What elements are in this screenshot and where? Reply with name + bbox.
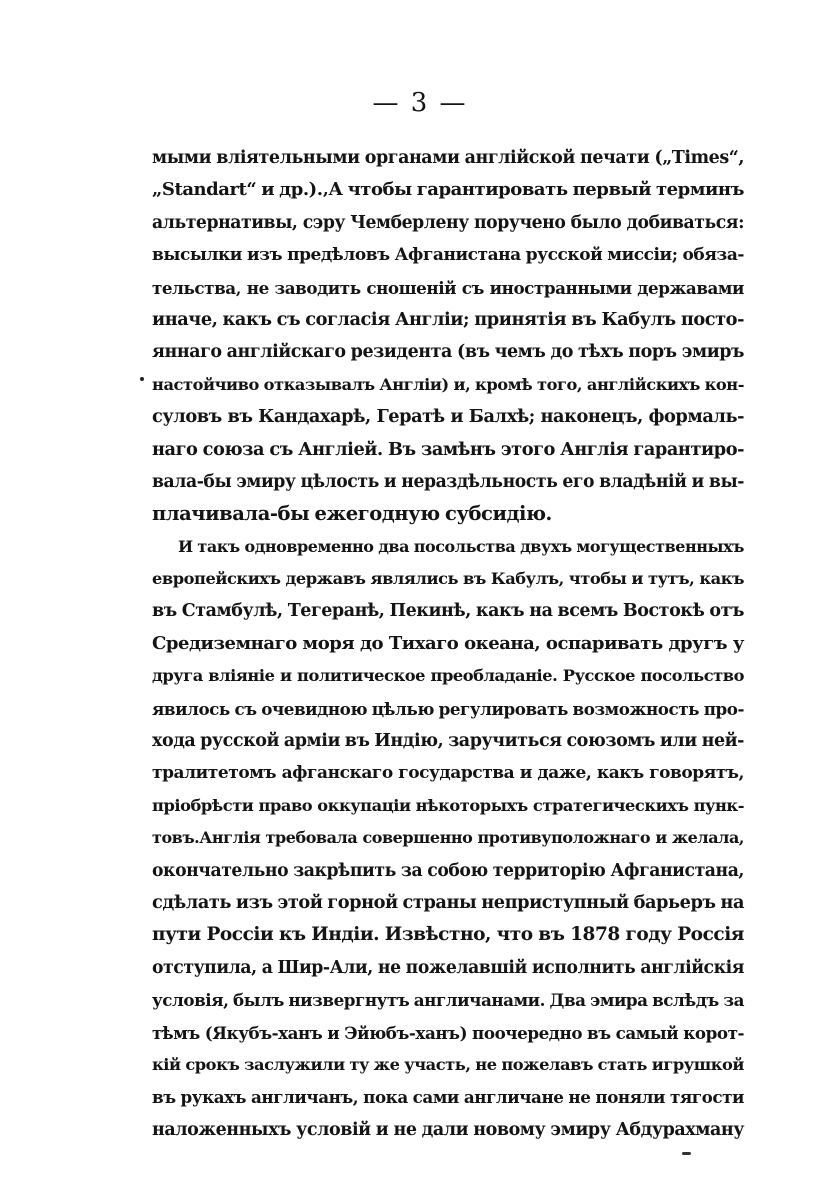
text-line: Средиземнаго моря до Тихаго океана, оспаривать другъ у (152, 632, 744, 654)
text-line: хода русской арміи въ Индію, заручиться союзомъ или ней- (152, 731, 744, 752)
text-line: въ рукахъ англичанъ, пока сами англичане не поняли тягости (152, 1087, 744, 1108)
text-line: яннаго англійскаго резидента (въ чемъ до тѣхъ поръ эмиръ (152, 342, 744, 363)
text-line: сдѣлать изъ этой горной страны неприступный барьеръ на (152, 891, 744, 913)
text-line: европейскихъ державъ являлись въ Кабулъ, чтобы и тутъ, какъ (152, 569, 744, 589)
text-line: кій срокъ заслужили ту же участь, не пожелавъ стать игрушкой (152, 1054, 744, 1074)
text-line: мыми вліятельными органами англійской печати („Times“, (152, 148, 744, 168)
page-number: — 3 — (372, 88, 468, 118)
text-line: пути Россіи къ Индіи. Извѣстно, что въ 1878 году Россія (152, 924, 744, 946)
text-line: окончательно закрѣпить за собою территорію Афганистана, (152, 860, 744, 881)
bottom-mark (682, 1152, 691, 1155)
text-line: товъ.Англія требовала совершенно противуположнаго и желала, (152, 828, 744, 848)
text-line: высылки изъ предѣловъ Афганистана русской миссіи; обяза- (152, 245, 744, 266)
text-line: друга вліяніе и политическое преобладаніе. Русское посольство (152, 666, 744, 686)
text-line: отступила, а Шир-Али, не пожелавшій исполнить англійскія (152, 957, 744, 978)
text-line: настойчиво отказывалъ Англіи) и, кромѣ того, англійскихъ кон- (152, 374, 744, 394)
text-line: въ Стамбулѣ, Тегеранѣ, Пекинѣ, какъ на всемъ Востокѣ отъ (152, 601, 744, 622)
text-line: суловъ въ Кандахарѣ, Гератѣ и Балхѣ; наконецъ, формаль- (152, 406, 744, 428)
text-line: явилось съ очевидною цѣлью регулировать возможность про- (152, 698, 744, 719)
text-line: альтернативы, сэру Чемберлену поручено было добиваться: (152, 212, 744, 233)
text-line: тралитетомъ афганскаго государства и даже, какъ говорятъ, (152, 763, 744, 784)
margin-mark (140, 377, 144, 381)
text-line: тельства‚ не заводить сношеній съ иностранными державами (152, 277, 744, 298)
text-line: пріобрѣсти право оккупаціи нѣкоторыхъ стратегическихъ пунк- (152, 795, 744, 815)
text-line: наго союза съ Англіей. Въ замѣнъ этого Англія гарантиро- (152, 438, 744, 460)
text-line-paragraph-start: И такъ одновременно два посольства двухъ могущественныхъ (178, 536, 744, 556)
text-line: „Standart“ и др.).‚А чтобы гарантировать первый терминъ (152, 179, 744, 201)
text-line: условія, былъ низвергнутъ англичанами. Два эмира вслѣдъ за (152, 990, 744, 1011)
text-line: плачивала-бы ежегодную субсидію. (152, 502, 552, 526)
text-line: тѣмъ (Якубъ-ханъ и Эйюбъ-ханъ) поочередно въ самый корот- (152, 1022, 744, 1043)
text-line: иначе, какъ съ согласія Англіи; принятія въ Кабулъ посто- (152, 308, 744, 330)
body-text (152, 142, 744, 1146)
text-line: наложенныхъ условій и не дали новому эмиру Абдурахману (152, 1119, 744, 1140)
text-line: вала-бы эмиру цѣлость и нераздѣльность его владѣній и вы- (152, 471, 744, 492)
